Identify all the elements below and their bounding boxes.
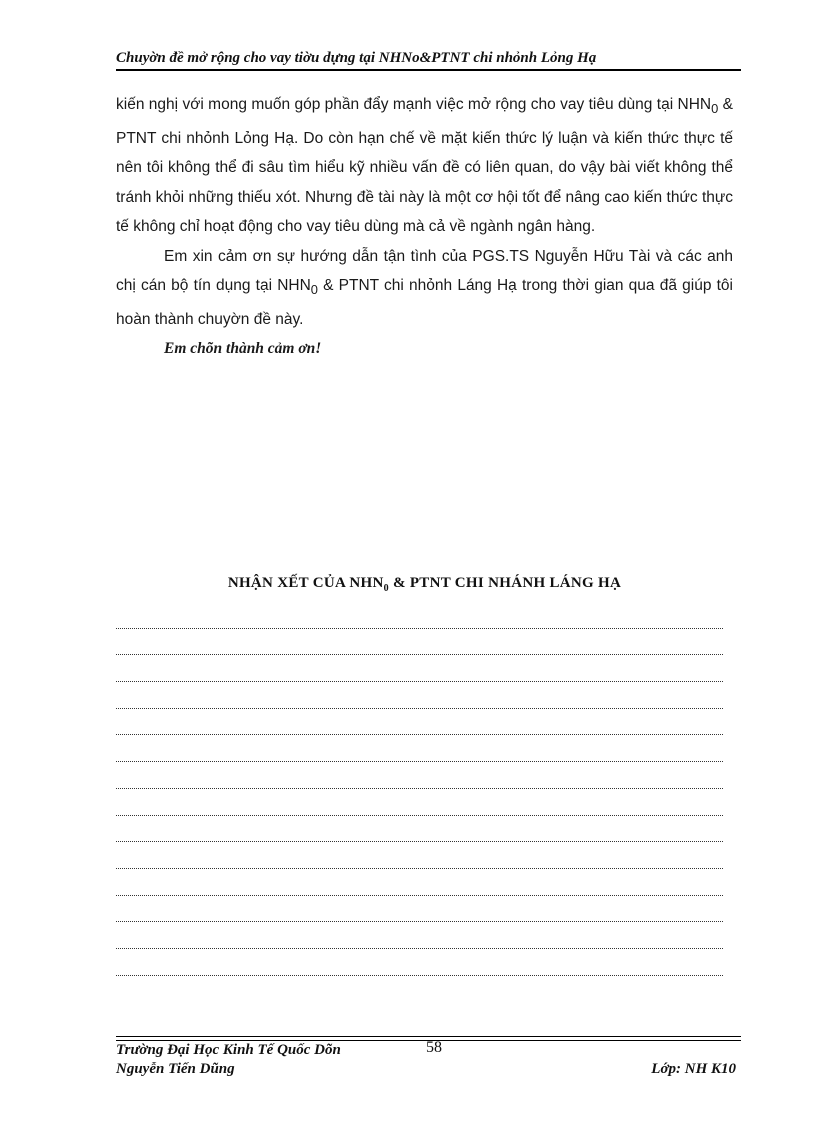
- comment-line: [116, 875, 723, 902]
- comment-line: [116, 928, 723, 955]
- footer-class: Lớp: NH K10: [651, 1061, 736, 1077]
- comment-line: [116, 688, 723, 715]
- comment-line: [116, 902, 723, 929]
- comment-lines: [116, 608, 723, 982]
- comment-line: [116, 822, 723, 849]
- comment-line: [116, 741, 723, 768]
- comment-line: [116, 848, 723, 875]
- paragraph-acknowledgement: Em xin cảm ơn sự hướng dẫn tận tình của PGS.TS Nguyễn Hữu Tài và các anh chị cán bộ tín dụng tại $NHN_0$ & PTNT chi nhỏnh Láng Hạ trong thời gian qua đã giúp tôi hoàn thành chuyờn đề này.: [116, 247, 733, 328]
- body-text: [116, 90, 733, 364]
- running-header: Chuyờn đề mở rộng cho vay tiờu dựng tại NHNo&PTNT chi nhỏnh Lỏng Hạ: [116, 50, 597, 66]
- footer-author: Nguyễn Tiến Dũng: [116, 1061, 235, 1077]
- comment-line: [116, 768, 723, 795]
- thanks-line: Em chõn thành cảm ơn!: [164, 340, 322, 358]
- footer-school: Trường Đại Học Kinh Tế Quốc Dõn: [116, 1042, 341, 1058]
- comment-line: [116, 955, 723, 982]
- comment-line: [116, 635, 723, 662]
- comment-line: [116, 715, 723, 742]
- page-number: 58: [426, 1039, 442, 1056]
- comment-line: [116, 795, 723, 822]
- paragraph-recommendation: kiến nghị với mong muốn góp phần đẩy mạnh việc mở rộng cho vay tiêu dùng tại $NHN_0$ & PTNT chi nhỏnh Lỏng Hạ. Do còn hạn chế về mặt kiến thức lý luận và kiến thức thực tế nên tôi không thể đi sâu tìm hiểu kỹ nhiều vấn đề có liên quan, do vậy bài viết không thể tránh khỏi những thiếu xót. Nhưng đề tài này là một cơ hội tốt để nâng cao kiến thức thực tế không chỉ hoạt động cho vay tiêu dùng mà cả về ngành ngân hàng.: [116, 96, 733, 236]
- comment-line: [116, 608, 723, 635]
- comment-line: [116, 661, 723, 688]
- header-rule: [116, 69, 741, 71]
- section-title: NHẬN XẾT CỦA $NHN_0$ & PTNT CHI NHÁNH LÁNG HẠ: [227, 575, 622, 594]
